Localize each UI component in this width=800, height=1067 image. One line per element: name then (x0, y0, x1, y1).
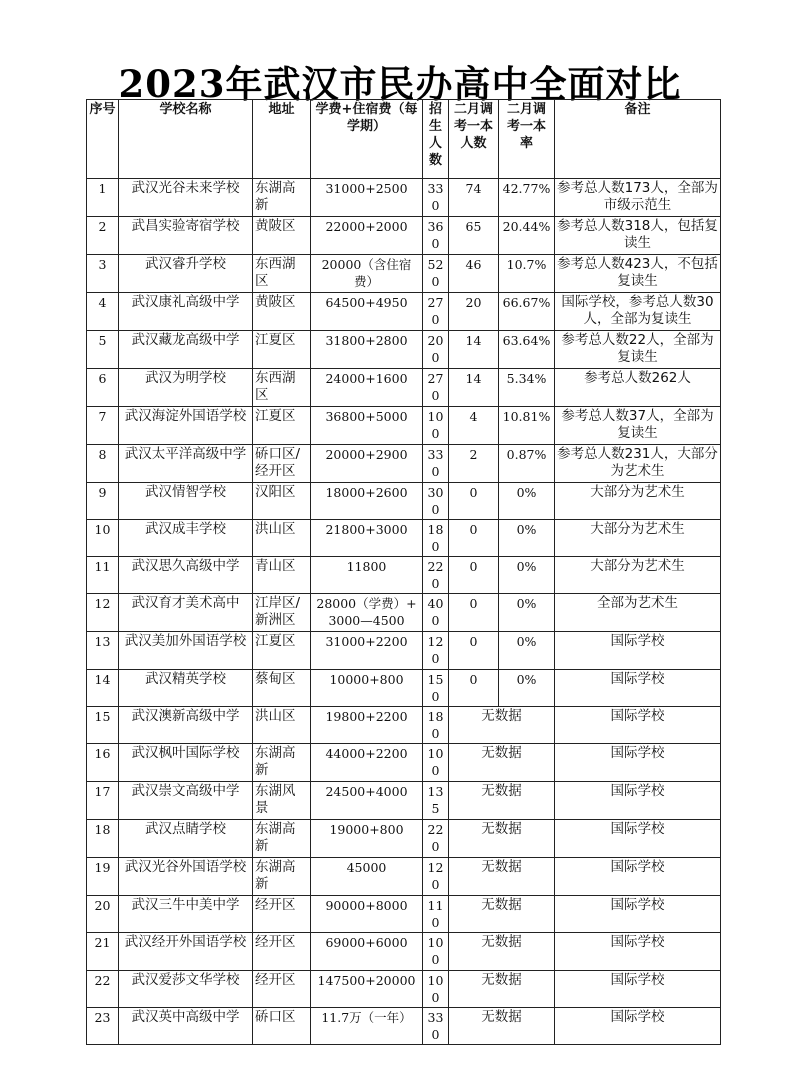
cell-no-data: 无数据 (449, 744, 555, 782)
cell-no-data: 无数据 (449, 896, 555, 933)
cell-no: 7 (87, 407, 119, 445)
cell-school-name: 武汉为明学校 (119, 369, 253, 407)
cell-address: 东湖高新 (253, 820, 311, 858)
cell-note: 参考总人数231人，大部分为艺术生 (555, 445, 721, 483)
cell-note: 国际学校 (555, 820, 721, 858)
cell-fee: 31800+2800 (311, 331, 423, 369)
cell-fee: 24500+4000 (311, 782, 423, 820)
cell-no: 19 (87, 858, 119, 896)
cell-school-name: 武汉经开外国语学校 (119, 933, 253, 971)
cell-address: 东湖高新 (253, 179, 311, 217)
cell-address: 江夏区 (253, 407, 311, 445)
cell-rate: 10.7% (499, 255, 555, 293)
cell-school-name: 武汉崇文高级中学 (119, 782, 253, 820)
cell-no: 11 (87, 557, 119, 594)
cell-no: 4 (87, 293, 119, 331)
cell-note: 参考总人数173人，全部为市级示范生 (555, 179, 721, 217)
table-row (87, 407, 721, 445)
cell-address: 东西湖区 (253, 369, 311, 407)
cell-count: 2 (449, 445, 499, 483)
cell-fee: 44000+2200 (311, 744, 423, 782)
cell-count: 46 (449, 255, 499, 293)
cell-address: 东湖风景 (253, 782, 311, 820)
table-row (87, 632, 721, 670)
table-row (87, 820, 721, 858)
cell-no: 14 (87, 670, 119, 707)
cell-fee: 31000+2200 (311, 632, 423, 670)
cell-fee: 19800+2200 (311, 707, 423, 744)
cell-note: 大部分为艺术生 (555, 483, 721, 520)
cell-school-name: 武汉光谷外国语学校 (119, 858, 253, 896)
cell-enroll: 270 (423, 369, 449, 407)
cell-school-name: 武汉光谷未来学校 (119, 179, 253, 217)
cell-rate: 0% (499, 670, 555, 707)
cell-school-name: 武汉藏龙高级中学 (119, 331, 253, 369)
cell-enroll: 220 (423, 820, 449, 858)
table-row (87, 331, 721, 369)
cell-enroll: 150 (423, 670, 449, 707)
cell-rate: 0% (499, 520, 555, 557)
table-row (87, 520, 721, 557)
cell-rate: 0% (499, 632, 555, 670)
cell-school-name: 武汉育才美术高中 (119, 594, 253, 632)
table-row (87, 896, 721, 933)
cell-no-data: 无数据 (449, 971, 555, 1008)
cell-school-name: 武汉睿升学校 (119, 255, 253, 293)
header-enroll: 招生人数 (423, 100, 449, 179)
cell-note: 参考总人数423人，不包括复读生 (555, 255, 721, 293)
cell-fee: 147500+20000 (311, 971, 423, 1008)
cell-no: 20 (87, 896, 119, 933)
cell-address: 汉阳区 (253, 483, 311, 520)
table-row (87, 971, 721, 1008)
header-rate: 二月调考一本率 (499, 100, 555, 179)
cell-no: 9 (87, 483, 119, 520)
cell-note: 参考总人数37人，全部为复读生 (555, 407, 721, 445)
cell-enroll: 180 (423, 520, 449, 557)
cell-address: 洪山区 (253, 520, 311, 557)
cell-no-data: 无数据 (449, 707, 555, 744)
cell-no: 2 (87, 217, 119, 255)
cell-note: 参考总人数318人，包括复读生 (555, 217, 721, 255)
cell-count: 14 (449, 369, 499, 407)
cell-note: 国际学校 (555, 707, 721, 744)
cell-no-data: 无数据 (449, 820, 555, 858)
cell-fee: 69000+6000 (311, 933, 423, 971)
cell-no: 18 (87, 820, 119, 858)
cell-note: 国际学校 (555, 782, 721, 820)
cell-school-name: 武汉情智学校 (119, 483, 253, 520)
cell-rate: 0% (499, 557, 555, 594)
cell-note: 国际学校 (555, 1008, 721, 1045)
cell-address: 东湖高新 (253, 858, 311, 896)
cell-rate: 0% (499, 483, 555, 520)
cell-enroll: 330 (423, 1008, 449, 1045)
cell-count: 0 (449, 632, 499, 670)
cell-fee: 19000+800 (311, 820, 423, 858)
cell-note: 国际学校，参考总人数30人，全部为复读生 (555, 293, 721, 331)
cell-school-name: 武昌实验寄宿学校 (119, 217, 253, 255)
table-row (87, 255, 721, 293)
cell-rate: 20.44% (499, 217, 555, 255)
cell-no-data: 无数据 (449, 1008, 555, 1045)
cell-enroll: 200 (423, 331, 449, 369)
table-row (87, 933, 721, 971)
cell-address: 洪山区 (253, 707, 311, 744)
cell-address: 江夏区 (253, 331, 311, 369)
cell-address: 江夏区 (253, 632, 311, 670)
cell-enroll: 270 (423, 293, 449, 331)
cell-note: 国际学校 (555, 744, 721, 782)
cell-address: 硚口区/经开区 (253, 445, 311, 483)
cell-enroll: 520 (423, 255, 449, 293)
cell-no: 15 (87, 707, 119, 744)
cell-enroll: 400 (423, 594, 449, 632)
table-row (87, 445, 721, 483)
cell-count: 65 (449, 217, 499, 255)
cell-enroll: 100 (423, 744, 449, 782)
cell-fee: 18000+2600 (311, 483, 423, 520)
header-addr: 地址 (253, 100, 311, 179)
cell-fee: 45000 (311, 858, 423, 896)
cell-school-name: 武汉康礼高级中学 (119, 293, 253, 331)
cell-enroll: 360 (423, 217, 449, 255)
cell-note: 大部分为艺术生 (555, 520, 721, 557)
cell-fee: 10000+800 (311, 670, 423, 707)
cell-count: 20 (449, 293, 499, 331)
cell-address: 江岸区/新洲区 (253, 594, 311, 632)
cell-no: 23 (87, 1008, 119, 1045)
table-row (87, 1008, 721, 1045)
cell-enroll: 330 (423, 179, 449, 217)
cell-rate: 10.81% (499, 407, 555, 445)
cell-school-name: 武汉太平洋高级中学 (119, 445, 253, 483)
cell-address: 东西湖区 (253, 255, 311, 293)
cell-enroll: 330 (423, 445, 449, 483)
cell-address: 硚口区 (253, 1008, 311, 1045)
cell-address: 经开区 (253, 896, 311, 933)
cell-school-name: 武汉爱莎文华学校 (119, 971, 253, 1008)
cell-rate: 42.77% (499, 179, 555, 217)
table-row (87, 557, 721, 594)
cell-fee: 90000+8000 (311, 896, 423, 933)
cell-school-name: 武汉精英学校 (119, 670, 253, 707)
cell-rate: 66.67% (499, 293, 555, 331)
cell-note: 参考总人数22人，全部为复读生 (555, 331, 721, 369)
cell-note: 国际学校 (555, 670, 721, 707)
cell-enroll: 300 (423, 483, 449, 520)
cell-no: 17 (87, 782, 119, 820)
header-fee: 学费+住宿费（每学期） (311, 100, 423, 179)
cell-enroll: 135 (423, 782, 449, 820)
cell-no: 6 (87, 369, 119, 407)
table-row (87, 483, 721, 520)
cell-note: 国际学校 (555, 971, 721, 1008)
cell-rate: 63.64% (499, 331, 555, 369)
cell-fee: 28000（学费）+3000—4500 (311, 594, 423, 632)
cell-fee: 11.7万（一年） (311, 1008, 423, 1045)
table-header-row (87, 100, 721, 179)
cell-note: 国际学校 (555, 933, 721, 971)
cell-enroll: 100 (423, 407, 449, 445)
cell-enroll: 110 (423, 896, 449, 933)
cell-school-name: 武汉枫叶国际学校 (119, 744, 253, 782)
cell-no: 22 (87, 971, 119, 1008)
cell-no: 3 (87, 255, 119, 293)
cell-enroll: 100 (423, 971, 449, 1008)
cell-enroll: 220 (423, 557, 449, 594)
cell-note: 全部为艺术生 (555, 594, 721, 632)
cell-count: 0 (449, 594, 499, 632)
table-row (87, 670, 721, 707)
cell-count: 14 (449, 331, 499, 369)
cell-no: 5 (87, 331, 119, 369)
cell-fee: 24000+1600 (311, 369, 423, 407)
cell-note: 国际学校 (555, 858, 721, 896)
cell-school-name: 武汉成丰学校 (119, 520, 253, 557)
cell-count: 0 (449, 483, 499, 520)
cell-count: 74 (449, 179, 499, 217)
cell-fee: 22000+2000 (311, 217, 423, 255)
cell-no-data: 无数据 (449, 933, 555, 971)
cell-enroll: 100 (423, 933, 449, 971)
table-row (87, 858, 721, 896)
cell-address: 青山区 (253, 557, 311, 594)
cell-enroll: 180 (423, 707, 449, 744)
table-row (87, 179, 721, 217)
cell-note: 大部分为艺术生 (555, 557, 721, 594)
cell-address: 黄陂区 (253, 293, 311, 331)
page-title: 2023年武汉市民办高中全面对比 (118, 62, 682, 106)
table-row (87, 707, 721, 744)
cell-rate: 0.87% (499, 445, 555, 483)
cell-school-name: 武汉海淀外国语学校 (119, 407, 253, 445)
cell-school-name: 武汉点睛学校 (119, 820, 253, 858)
table-row (87, 217, 721, 255)
cell-address: 东湖高新 (253, 744, 311, 782)
cell-school-name: 武汉思久高级中学 (119, 557, 253, 594)
cell-no: 8 (87, 445, 119, 483)
table-row (87, 782, 721, 820)
cell-no: 13 (87, 632, 119, 670)
cell-fee: 36800+5000 (311, 407, 423, 445)
cell-school-name: 武汉三牛中美中学 (119, 896, 253, 933)
cell-no: 1 (87, 179, 119, 217)
cell-address: 经开区 (253, 971, 311, 1008)
cell-address: 经开区 (253, 933, 311, 971)
cell-no-data: 无数据 (449, 782, 555, 820)
cell-count: 0 (449, 557, 499, 594)
table-row (87, 744, 721, 782)
table-row (87, 369, 721, 407)
table-body (87, 179, 721, 1045)
cell-fee: 20000（含住宿费） (311, 255, 423, 293)
table-row (87, 594, 721, 632)
cell-fee: 64500+4950 (311, 293, 423, 331)
header-name: 学校名称 (119, 100, 253, 179)
cell-note: 国际学校 (555, 896, 721, 933)
cell-no: 12 (87, 594, 119, 632)
cell-school-name: 武汉澳新高级中学 (119, 707, 253, 744)
header-note: 备注 (555, 100, 721, 179)
cell-enroll: 120 (423, 632, 449, 670)
header-no: 序号 (87, 100, 119, 179)
cell-no: 10 (87, 520, 119, 557)
cell-count: 4 (449, 407, 499, 445)
cell-address: 蔡甸区 (253, 670, 311, 707)
table-row (87, 293, 721, 331)
cell-rate: 5.34% (499, 369, 555, 407)
cell-no: 16 (87, 744, 119, 782)
cell-no-data: 无数据 (449, 858, 555, 896)
cell-enroll: 120 (423, 858, 449, 896)
cell-fee: 11800 (311, 557, 423, 594)
cell-note: 参考总人数262人 (555, 369, 721, 407)
cell-fee: 20000+2900 (311, 445, 423, 483)
cell-fee: 21800+3000 (311, 520, 423, 557)
cell-count: 0 (449, 520, 499, 557)
header-count: 二月调考一本人数 (449, 100, 499, 179)
cell-address: 黄陂区 (253, 217, 311, 255)
cell-count: 0 (449, 670, 499, 707)
school-comparison-table (86, 99, 721, 1045)
cell-rate: 0% (499, 594, 555, 632)
cell-school-name: 武汉英中高级中学 (119, 1008, 253, 1045)
cell-no: 21 (87, 933, 119, 971)
cell-note: 国际学校 (555, 632, 721, 670)
cell-fee: 31000+2500 (311, 179, 423, 217)
cell-school-name: 武汉美加外国语学校 (119, 632, 253, 670)
